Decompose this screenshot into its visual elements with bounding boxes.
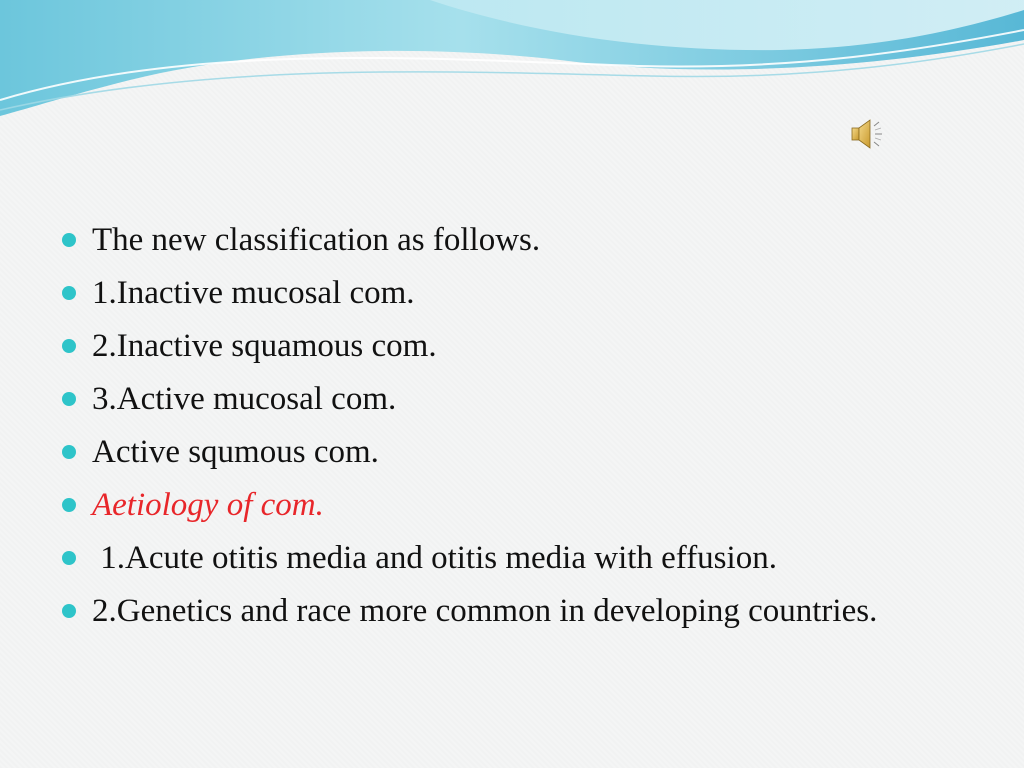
bullet-icon (62, 286, 76, 300)
list-item (60, 536, 960, 580)
bullet-list (60, 218, 960, 642)
bullet-text: 1.Inactive mucosal com. (92, 275, 415, 311)
bullet-text: 2.Genetics and race more common in developing countries. (92, 593, 878, 629)
list-item (60, 218, 960, 262)
bullet-icon (62, 498, 76, 512)
bullet-icon (62, 604, 76, 618)
bullet-text: Active squmous com. (92, 434, 379, 470)
bullet-text: 1.Acute otitis media and otitis media with effusion. (92, 540, 777, 576)
bullet-text: Aetiology of com. (92, 487, 324, 523)
bullet-icon (62, 233, 76, 247)
list-item (60, 377, 960, 421)
bullet-text: 2.Inactive squamous com. (92, 328, 437, 364)
speaker-icon[interactable] (848, 116, 886, 152)
list-item (60, 271, 960, 315)
bullet-icon (62, 551, 76, 565)
header-wave-decoration (0, 0, 1024, 130)
list-item (60, 430, 960, 474)
list-item (60, 589, 882, 633)
list-item (60, 324, 960, 368)
bullet-icon (62, 339, 76, 353)
bullet-text: 3.Active mucosal com. (92, 381, 397, 417)
bullet-text: The new classification as follows. (92, 222, 541, 258)
list-item-heading (60, 483, 960, 527)
bullet-icon (62, 445, 76, 459)
bullet-icon (62, 392, 76, 406)
